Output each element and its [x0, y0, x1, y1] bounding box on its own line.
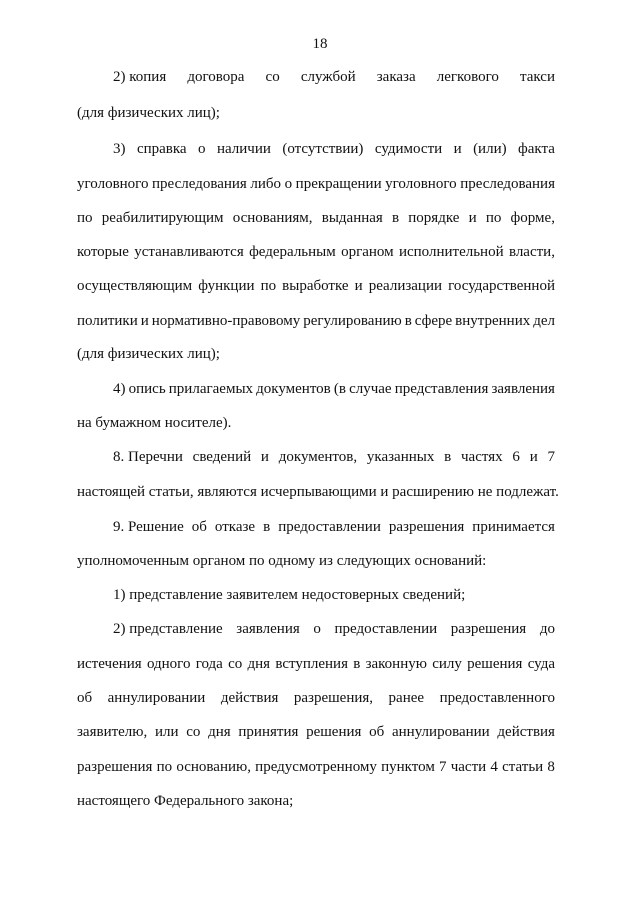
text-line [113, 620, 555, 638]
word: истечения [77, 656, 142, 672]
word: предоставлении [278, 519, 381, 535]
word: со [265, 69, 280, 85]
word: основанию, [176, 759, 251, 775]
word: разрешения [77, 759, 153, 775]
word: реабилитирующим [101, 210, 224, 226]
word: случае [349, 381, 392, 397]
word: аннулировании [392, 724, 490, 740]
word: 7 [439, 759, 447, 775]
word: о [198, 141, 206, 157]
word: в [353, 656, 361, 672]
word: 9. Решение [113, 519, 184, 535]
word: власти, [508, 244, 555, 260]
word: до [539, 621, 555, 637]
text-line [113, 448, 555, 466]
word: и [468, 210, 477, 226]
word: ранее [388, 690, 425, 706]
word: о [313, 621, 321, 637]
word: и [140, 313, 149, 329]
word: документов, [278, 449, 358, 465]
word: в [444, 449, 452, 465]
word: федеральным [249, 244, 336, 260]
word: преследования [152, 176, 247, 192]
word: в [392, 210, 400, 226]
word: заявителю, [77, 724, 148, 740]
word: сведений [192, 449, 252, 465]
word: документов [256, 381, 331, 397]
word: года [195, 656, 223, 672]
word: форме, [510, 210, 555, 226]
text-line [113, 518, 555, 536]
text-line [77, 723, 555, 741]
word: основаниям, [232, 210, 313, 226]
word: об [191, 519, 207, 535]
word: силу [432, 656, 462, 672]
word: договора [187, 69, 245, 85]
word: предоставленного [439, 690, 555, 706]
word: разрешения, [293, 690, 374, 706]
word: вступления [275, 656, 348, 672]
text-line: 1) представление заявителем недостоверных сведений; [113, 587, 466, 603]
text-line [77, 209, 555, 227]
word: опись [128, 381, 166, 397]
word: осуществляющим [77, 278, 193, 294]
word: пунктом [381, 759, 435, 775]
word: принятия [238, 724, 299, 740]
word: со [186, 724, 201, 740]
word: уголовного [385, 176, 457, 192]
word: разрешения [388, 519, 465, 535]
text-line [77, 243, 555, 261]
word: либо [250, 176, 282, 192]
word: государственной [448, 278, 555, 294]
word: разрешения [450, 621, 527, 637]
text-line [113, 68, 555, 86]
word: дел [533, 313, 555, 329]
word: внутренних [455, 313, 531, 329]
word: предусмотренному [255, 759, 377, 775]
word: которые [77, 244, 129, 260]
word: по [77, 210, 93, 226]
word: 4 [490, 759, 498, 775]
word: (в [333, 381, 346, 397]
text-line: (для физических лиц); [77, 346, 220, 362]
word: и [354, 278, 363, 294]
word: заказа [376, 69, 416, 85]
word: прекращении [295, 176, 382, 192]
word: легкового [436, 69, 499, 85]
word: уголовного [77, 176, 149, 192]
word: службой [300, 69, 356, 85]
text-line: (для физических лиц); [77, 105, 220, 121]
word: решения [467, 656, 523, 672]
word: действия [220, 690, 279, 706]
word: нормативно-правовому [151, 313, 301, 329]
word: и [260, 449, 269, 465]
text-line [77, 277, 555, 295]
text-line [113, 380, 555, 398]
word: факта [518, 141, 555, 157]
word: 2) представление [113, 621, 223, 637]
word: аннулировании [107, 690, 206, 706]
word: одного [146, 656, 191, 672]
word: частях [461, 449, 503, 465]
word: политики [77, 313, 138, 329]
word: порядке [408, 210, 460, 226]
word: по [260, 278, 277, 294]
word: (или) [473, 141, 507, 157]
word: со [228, 656, 243, 672]
text-line [77, 689, 555, 707]
word: решения [306, 724, 362, 740]
word: 3) [113, 141, 126, 157]
text-line [77, 175, 555, 193]
word: реализации [368, 278, 443, 294]
word: исполнительной [398, 244, 504, 260]
word: такси [519, 69, 555, 85]
word: действия [497, 724, 555, 740]
word: выработке [282, 278, 349, 294]
word: отказе [214, 519, 256, 535]
text-line: настоящего Федерального закона; [77, 793, 294, 809]
word: по [156, 759, 173, 775]
word: законную [365, 656, 427, 672]
text-line: на бумажном носителе). [77, 415, 232, 431]
word: об [77, 690, 93, 706]
word: и [453, 141, 462, 157]
word: заявления [491, 381, 555, 397]
page-number: 18 [312, 36, 328, 52]
word: 4) [113, 381, 126, 397]
word: справка [136, 141, 187, 157]
word: (отсутствии) [282, 141, 364, 157]
word: преследования [460, 176, 555, 192]
text-line [77, 312, 555, 330]
word: представления [394, 381, 489, 397]
word: выданная [321, 210, 383, 226]
word: части [450, 759, 487, 775]
word: предоставлении [334, 621, 438, 637]
word: 7 [547, 449, 555, 465]
text-line: уполномоченным органом по одному из следующих оснований: [77, 553, 487, 569]
word: 8 [547, 759, 555, 775]
word: регулированию [303, 313, 402, 329]
word: функции [198, 278, 255, 294]
word: в [404, 313, 412, 329]
word: прилагаемых [168, 381, 254, 397]
word: дня [208, 724, 231, 740]
word: суда [527, 656, 555, 672]
word: органом [341, 244, 394, 260]
word: статьи [502, 759, 544, 775]
word: или [154, 724, 179, 740]
word: сфере [414, 313, 453, 329]
word: 6 [512, 449, 520, 465]
text-line [113, 140, 555, 158]
word: о [284, 176, 293, 192]
word: наличии [216, 141, 271, 157]
word: принимается [472, 519, 555, 535]
word: 8. Перечни [113, 449, 183, 465]
word: в [263, 519, 271, 535]
word: 2) копия [113, 69, 167, 85]
word: об [369, 724, 385, 740]
word: по [485, 210, 502, 226]
word: дня [247, 656, 271, 672]
text-line [77, 655, 555, 673]
text-line: настоящей статьи, являются исчерпывающими и расширению не подлежат. [77, 484, 559, 500]
word: и [529, 449, 538, 465]
text-line [77, 758, 555, 776]
word: указанных [366, 449, 435, 465]
word: судимости [374, 141, 443, 157]
word: устанавливаются [134, 244, 244, 260]
word: заявления [236, 621, 300, 637]
